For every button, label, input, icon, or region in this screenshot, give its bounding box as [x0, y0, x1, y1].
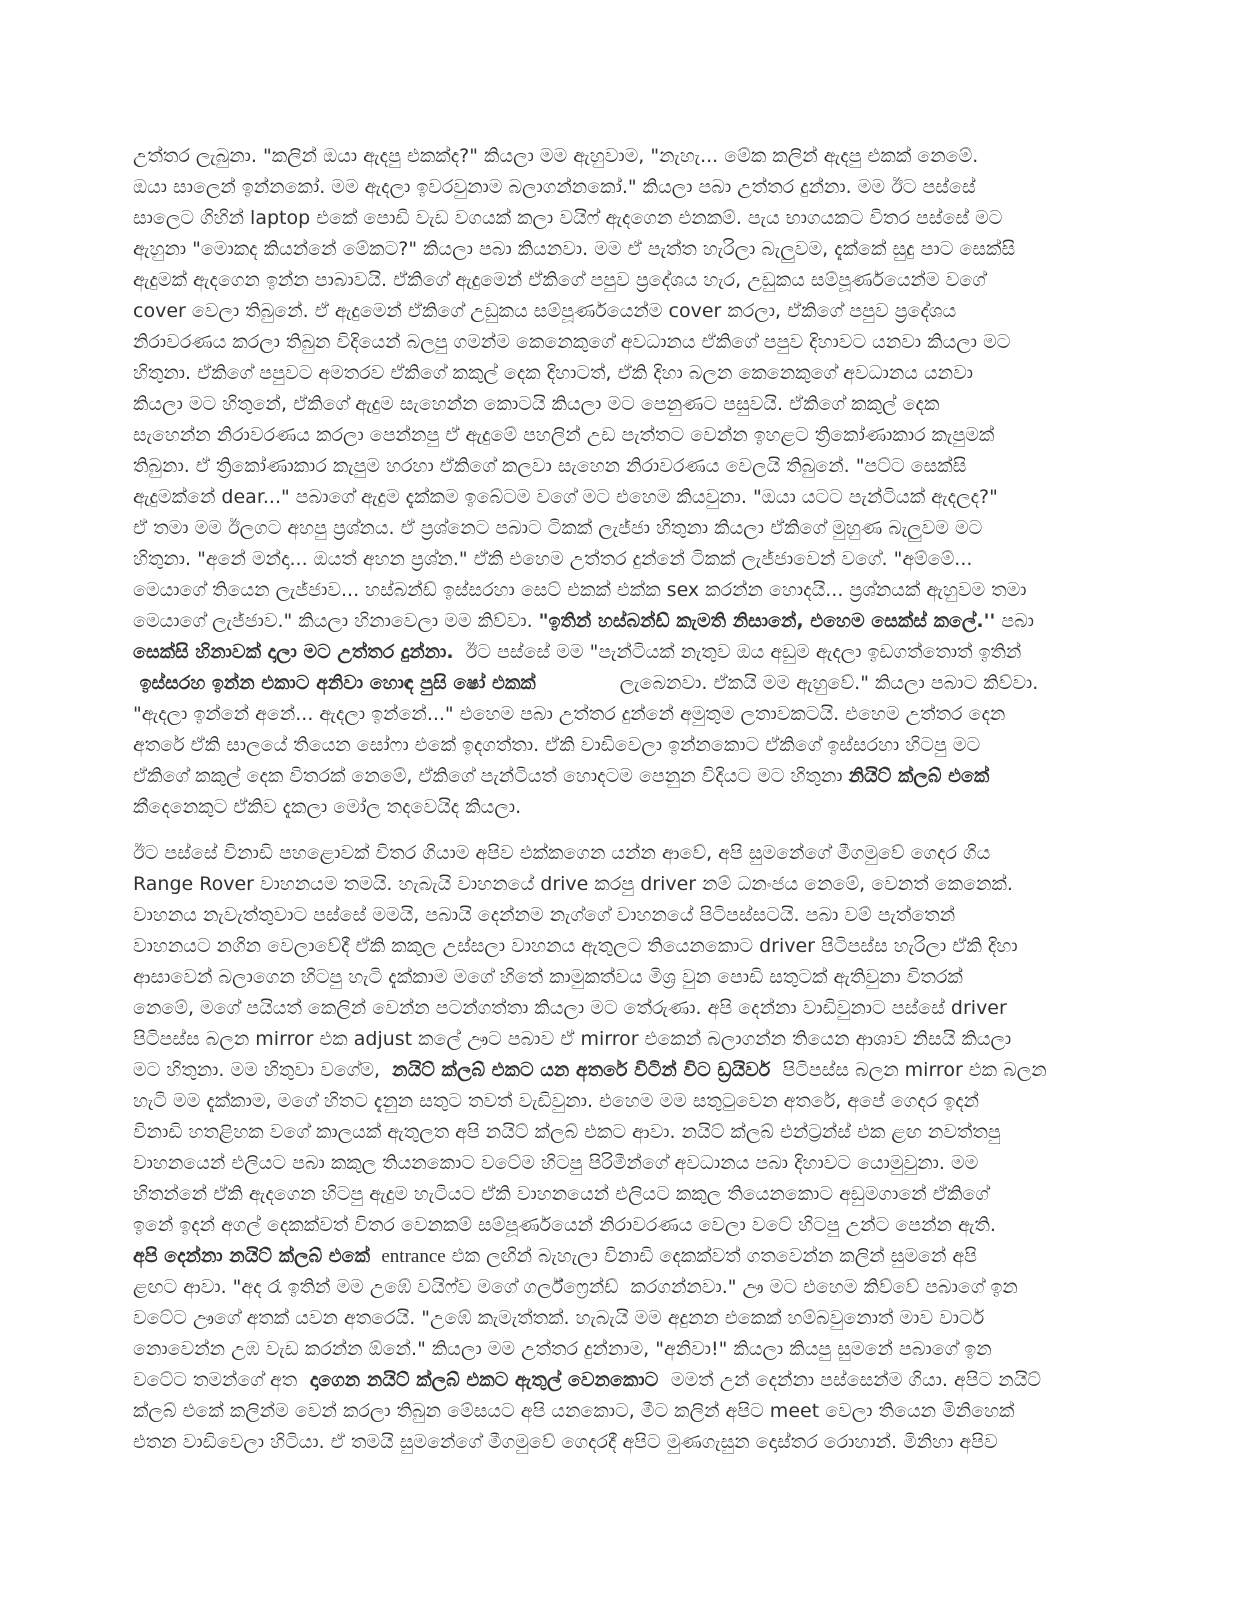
text-line — [133, 389, 1121, 420]
text-segment: ඔයා සාලෙන් ඉන්නකෝ. මම ඇදලා ඉවරවුනාම බලාගන්නකෝ." කියලා පබා උත්තර දුන්නා. මම ඊට පස්සේ — [133, 176, 976, 198]
text-segment: ක්ලබ් එකේ කලින්ම වෙන් කරලා තිබුන මේසයට අපි යනකොට, මීට කලින් අපිට meet වෙලා තියෙන මිනිහෙක් — [133, 1400, 1015, 1422]
text-line — [133, 1396, 1121, 1427]
text-segment: විනාඩි හතළිහක වගේ කාලයක් ඇතුලත අපි නයිට් ක්ලබ් එකට ආවා. නයිට් ක්ලබ් එන්ට්‍රන්ස් එක ළඟ නවත්තපු — [133, 1121, 1001, 1143]
text-segment: නොවෙන්න උඹ වැඩ කරන්න ඕනේ." කියලා මම උත්තර දුන්නාම, "අනිවා!" කියලා කියපු සුමනේ පබාගේ ඉන — [133, 1338, 992, 1360]
text-line — [133, 637, 1121, 668]
text-line — [133, 451, 1121, 482]
text-line — [133, 265, 1121, 296]
text-line — [133, 1241, 1121, 1272]
text-segment: නයිට් ක්ලබ් එකට යන අතරේ විටින් විට ඩ්‍රයිවර් — [392, 1059, 771, 1081]
text-segment: පබා — [995, 610, 1035, 632]
text-line — [133, 606, 1121, 637]
text-segment: මමත් උන් දෙන්නා පස්සෙන්ම ගියා. අපිට නයිට් — [664, 1369, 1042, 1391]
text-line — [133, 1427, 1121, 1458]
text-line — [133, 1055, 1121, 1086]
text-line — [133, 296, 1121, 327]
text-segment: හැටි මම දැක්කාම, මගේ හිතට දැනුන සතුට තවත් වැඩිවුනා. එහෙම මම සතුටුවෙන අතරේ, අපේ ගෙදර ඉදන් — [133, 1090, 980, 1112]
text-segment: මට හිතුනා. මම හිතුවා වගේම, — [133, 1059, 393, 1081]
text-line — [133, 792, 1121, 823]
text-segment: තිබුනා. ඒ ත්‍රිකෝණාකාර කැපුම හරහා ඒකිගේ කලවා සැහෙන නිරාවරණය වෙලයි තිබුනේ. "පට්ට සෙක්සි — [133, 455, 967, 477]
text-segment: පිටිපස්ස බලන mirror එක adjust කලේ ඌට පබාව ඒ mirror එකෙන් බලාගන්න තියෙන ආශාව නිසයි කියලා — [133, 1028, 1012, 1050]
text-segment: සාලෙට ගිහින් laptop එකේ පොඩි වැඩ වගයක් කලා වයිෆ් ඇදගෙන එනකම්. පැය භාගයකට විතර පස්සේ මට — [133, 207, 1003, 229]
text-line — [133, 1303, 1121, 1334]
text-segment: නෙමේ, මගේ පයියත් කෙලින් වෙන්න පටන්ගත්තා කියලා මට තේරුණා. අපි දෙන්නා වාඩිවුනාට පස්සේ driver — [133, 997, 1007, 1019]
text-line — [133, 141, 1121, 172]
text-segment: අතරේ ඒකි සාලයේ තියෙන සෝෆා එකේ ඉදගත්තා. ඒකි වාඩිවෙලා ඉන්නකොට ඒකිගේ ඉස්සරහා හිටපු මට — [133, 734, 981, 756]
text-line — [133, 730, 1121, 761]
text-segment: හිතුනා. ඒකිගේ පපුවට අමතරව ඒකිගේ කකුල් දෙක දිහාටත්, ඒකි දිහා බලන කෙනෙකුගේ අවධානය යනවා — [133, 362, 973, 384]
document-content — [133, 141, 1121, 1473]
text-line — [133, 900, 1121, 931]
text-segment: ඇදුමක් ඇදගෙන ඉන්න පාබාවයි. ඒකිගේ ඇදුමෙන් ඒකිගේ පපුව ප්‍රදේශය හැර, උඩුකය සම්පූර්ණයෙන්ම වගේ — [133, 269, 986, 291]
text-segment: ඇහුනා "මොකද කියන්නේ මේකට?" කියලා පබා කියනවා. මම ඒ පැත්ත හැරිලා බැලුවම, දැක්කේ සුදු පාට සෙක්සි — [133, 238, 1016, 260]
text-line — [133, 1179, 1121, 1210]
text-line — [133, 1210, 1121, 1241]
text-segment: නියිට් ක්ලබ් එකේ — [848, 765, 990, 787]
text-segment: දාගෙන නයිට් ක්ලබ් එකට ඇතුල් වෙනකොට — [303, 1369, 665, 1391]
text-line — [133, 172, 1121, 203]
text-segment: මෙයාගේ ලැජ්ජාව." කියලා හිනාවෙලා මම කිව්වා. — [133, 610, 539, 632]
text-line — [133, 668, 1121, 699]
text-segment: අපි දෙන්නා නයිට් ක්ලබ් එකේ — [133, 1245, 377, 1267]
text-line — [133, 1148, 1121, 1179]
text-segment: එතන වාඩිවෙලා හිටියා. ඒ තමයි සුමනේගේ මීගමුවේ ගෙදරදී අපිට මුණගැසුන දොස්තර රොහාන්. මිනිහා අපිව — [133, 1431, 998, 1453]
text-line — [133, 482, 1121, 513]
text-segment: එක ලඟින් බැහැලා විනාඩි දෙකක්වත් ගතවෙන්න කලින් සුමනේ අපි — [445, 1245, 977, 1267]
text-segment: ළඟට ආවා. "අද රෑ ඉතින් මම උඹේ වයිෆ්ව මගේ ගර්ල්ෆ්‍රෙන්ඩ් කරගන්නවා." ඌ මට එහෙම කිව්වේ පබාගේ ඉන — [133, 1276, 1018, 1298]
text-segment: ඊට පස්සේ විනාඩි පහළොවක් විතර ගියාම අපිව එක්කගෙන යන්න ආවේ, අපි සුමනේගේ මීගමුවේ ගෙදර ගිය — [133, 842, 991, 864]
text-segment: වාහනයට නගින වෙලාවේදී ඒකි කකුල උස්සලා වාහනය ඇතුලට තියෙනකොට driver පිටිපස්ස හැරිලා ඒකි දිහා — [133, 935, 1018, 957]
text-segment: වටේට තමන්ගේ අත — [133, 1369, 304, 1391]
text-line — [133, 513, 1121, 544]
text-segment: ආසාවෙන් බලාගෙන හිටපු හැටි දැක්කාම මගේ හිතේ කාමුකත්වය මිශ්‍ර වුන පොඩි සතුටක් ඇතිවුනා විතරක් — [133, 966, 963, 988]
paragraph-1 — [133, 141, 1121, 823]
text-line — [133, 544, 1121, 575]
text-segment: කියලා මට හිතුනේ, ඒකිගේ ඇදුම සැහෙන්න කොටයි කියලා මට පෙනුණට පසුවයි. ඒකිගේ කකුල් දෙක — [133, 393, 940, 415]
text-segment: "ඇදලා ඉන්නේ අනේ... ඇදලා ඉන්නේ..." එහෙම පබා උත්තර දුන්නේ අමුතුම ලතාවකටයි. එහෙම උත්තර දෙන — [133, 703, 1006, 725]
text-segment: entrance — [376, 1246, 446, 1267]
text-segment: වාහනය නැවැත්තුවාට පස්සේ මමයි, පබායි දෙන්නම නැග්ගේ වාහනයේ පිටිපස්සටයි. පබා වම් පැත්තෙන් — [133, 904, 956, 926]
text-line — [133, 993, 1121, 1024]
text-segment: ඒ තමා මම ඊලගට අහපු ප්‍රශ්නය. ඒ ප්‍රශ්නෙට පබාට ටිකක් ලැජ්ජා හිතුනා කියලා ඒකිගේ මුහුණ බැලුවම මට — [133, 517, 983, 539]
text-line — [133, 1086, 1121, 1117]
text-segment: කීදෙනෙකුට ඒකිව දැකලා මෝල තදවෙයිද කියලා. — [133, 796, 522, 818]
text-line — [133, 1272, 1121, 1303]
text-line — [133, 1024, 1121, 1055]
text-line — [133, 962, 1121, 993]
text-segment: ඉනේ ඉදන් අගල් දෙකක්වත් විතර වෙනකම් සම්පූර්ණයෙන් නිරාවරණය වෙලා වටේ හිටපු උන්ට පෙන්න ඇති. — [133, 1214, 996, 1236]
text-segment: නිරාවරණය කරලා තිබුන විදියෙන් බලපු ගමන්ම කෙනෙකුගේ අවධානය ඒකිගේ පපුව දිහාවට යනවා කියලා මට — [133, 331, 1011, 353]
text-segment: ඊට පස්සේ මම "පැන්ටියක් නැතුව ඔය අඩුම ඇදලා ඉඩගත්තොත් ඉතින් — [453, 641, 1022, 663]
text-segment: සැහෙන්න නිරාවරණය කරලා පෙන්නපු ඒ ඇදුමේ පහලින් උඩ පැත්තට වෙන්න ඉහළට ත්‍රිකෝණාකාර කැපුමක් — [133, 424, 995, 446]
text-line — [133, 1365, 1121, 1396]
text-line — [133, 203, 1121, 234]
text-segment: ඇදුමක්නේ dear..." පබාගේ ඇදුම දැක්කම ඉබේටම වගේ මට එහෙම කියවුනා. "ඔයා යටට පැන්ටියක් ඇදලද?" — [133, 486, 998, 508]
text-line — [133, 838, 1121, 869]
text-segment: ඒකිගේ කකුල් දෙක විතරක් නෙමේ, ඒකිගේ පැන්ටියත් හොදටම පෙනුන විදියට මට හිතුනා — [133, 765, 849, 787]
text-segment: Range Rover වාහනයම තමයි. හැබැයි වාහනයේ drive කරපු driver නම් ධනංජය නෙමේ, වෙනත් කෙනෙක්. — [133, 873, 1013, 895]
text-segment: උත්තර ලැබුනා. "කලින් ඔයා ඇදපු එකක්ද?" කියලා මම ඇහුවාම, "නැහැ... මේක කලින් ඇදපු එකක් නෙමේ. — [133, 145, 979, 167]
text-segment: හිතන්නේ ඒකි ඇදගෙන හිටපු ඇදුම හැටියට ඒකි වාහනයෙන් එලියට කකුල තියෙනකොට අඩුමගානේ ඒකිගේ — [133, 1183, 989, 1205]
text-segment: ලැබෙනවා. ඒකයි මම ඇහුවේ." කියලා පබාට කිව්වා. — [619, 672, 1039, 694]
text-line — [133, 234, 1121, 265]
text-segment: පිටිපස්ස බලන mirror එක බලන — [770, 1059, 1047, 1081]
text-segment: cover වෙලා තිබුනේ. ඒ ඇදුමෙන් ඒකිගේ උඩුකය සම්පූර්ණයෙන්ම cover කරලා, ඒකිගේ පපුව ප්‍රදේශය — [133, 300, 957, 322]
text-line — [133, 1334, 1121, 1365]
text-line — [133, 761, 1121, 792]
paragraph-2 — [133, 838, 1121, 1458]
text-segment: වාහනයෙන් එලියට පබා කකුල තියනකොට වටේම හිටපු පිරිමීන්ගේ අවධානය පබා දිහාවට යොමුවුනා. මම — [133, 1152, 979, 1174]
text-line — [133, 327, 1121, 358]
text-line — [133, 575, 1121, 606]
text-line — [133, 420, 1121, 451]
text-segment: "ඉතින් හස්බන්ඩ් කැමති නිසානේ, එහෙම සෙක්ස් කලේ.'' — [538, 610, 996, 632]
text-segment: හිතුනා. "අනේ මන්දා... ඔයත් අහන ප්‍රශ්න." ඒකි එහෙම උත්තර දුන්නේ ටිකක් ලැජ්ජාවෙන් වගේ. "අම්මේ... — [133, 548, 973, 570]
text-line — [133, 699, 1121, 730]
text-line — [133, 931, 1121, 962]
text-line — [133, 358, 1121, 389]
text-segment: වටේට ඌගේ අතක් යවන අතරෙයි. "උඹේ කැමැත්තක්. හැබැයි මම අදුනන එකෙක් හම්බවුනොත් මාව වාටර් — [133, 1307, 985, 1329]
text-segment: සෙක්සි හිනාවක් දාලා මට උත්තර දුන්නා. — [133, 641, 454, 663]
text-segment: ඉස්සරහ ඉන්න එකාට අනිවා හොඳ පුසි ෂෝ එකක් — [133, 672, 536, 694]
text-segment: මෙයාගේ තියෙන ලැජ්ජාව... හස්බන්ඩ් ඉස්සරහා සෙට් එකක් එක්ක sex කරන්න හොදයි... ප්‍රශ්නයක් ඇහුවම තමා — [133, 579, 1027, 601]
text-line — [133, 1117, 1121, 1148]
text-line — [133, 869, 1121, 900]
